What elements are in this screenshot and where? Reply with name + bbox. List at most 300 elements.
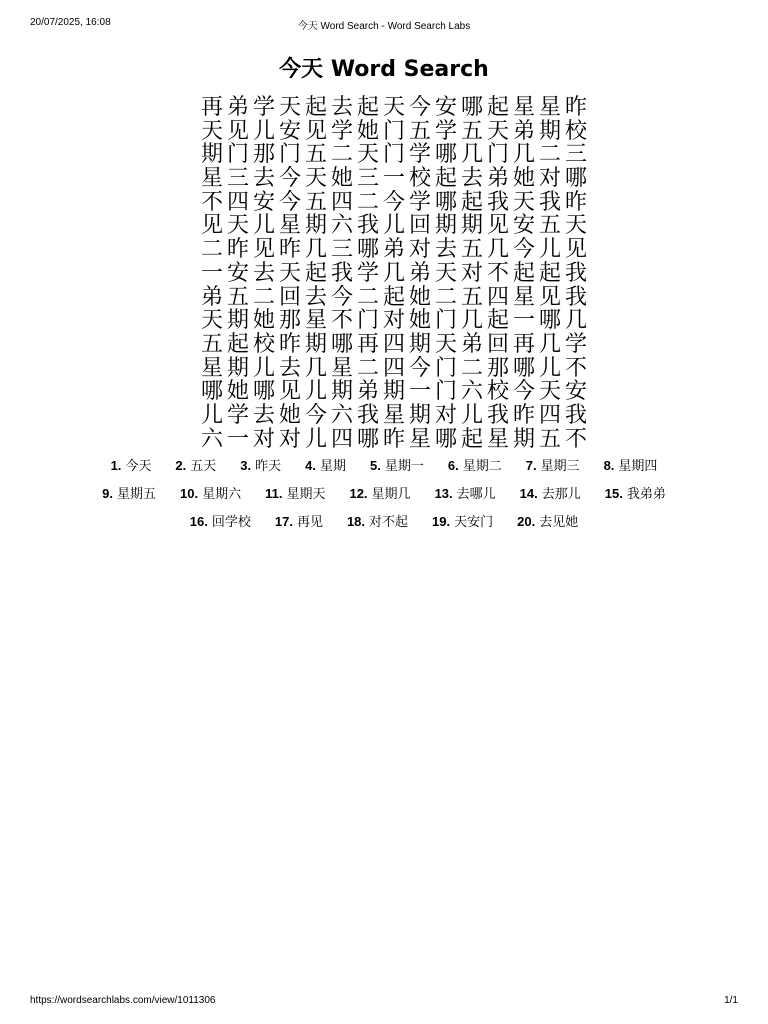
grid-cell: 期: [304, 331, 327, 357]
grid-row: [199, 262, 589, 286]
grid-cell: 三: [356, 166, 379, 192]
word-number: 10.: [180, 486, 199, 501]
grid-cell: 回: [278, 284, 301, 310]
grid-cell: 今: [512, 379, 535, 405]
grid-cell: 见: [252, 237, 275, 263]
grid-cell: 哪: [200, 379, 223, 405]
grid-cell: 儿: [538, 355, 561, 381]
grid-cell: 学: [434, 118, 457, 144]
grid-cell: 弟: [226, 95, 249, 120]
grid-cell: 今: [304, 402, 327, 428]
grid-row: [199, 96, 589, 120]
grid-cell: 校: [252, 331, 275, 357]
grid-cell: 儿: [252, 213, 275, 239]
grid-cell: 二: [356, 284, 379, 310]
grid-cell: 对: [278, 426, 301, 452]
word-list-item: [514, 455, 592, 483]
grid-cell: 天: [200, 308, 223, 334]
grid-cell: 那: [252, 142, 275, 168]
grid-cell: 哪: [434, 189, 457, 215]
grid-row: [199, 357, 589, 381]
grid-cell: 学: [330, 118, 353, 144]
grid-cell: 五: [460, 118, 483, 144]
grid-cell: 星: [330, 355, 353, 381]
grid-cell: 她: [356, 118, 379, 144]
grid-cell: 今: [512, 237, 535, 263]
word-list-item: [335, 511, 420, 539]
print-page-title: 今天 Word Search - Word Search Labs: [297, 21, 471, 32]
grid-cell: 回: [486, 331, 509, 357]
grid-cell: 门: [382, 118, 405, 144]
grid-cell: 对: [460, 260, 483, 286]
word-list-item: [337, 483, 422, 511]
grid-cell: 四: [486, 284, 509, 310]
grid-cell: 哪: [538, 308, 561, 334]
word-number: 3.: [240, 458, 252, 473]
word-text: 星期: [319, 459, 346, 474]
grid-cell: 天: [512, 189, 535, 215]
grid-cell: 我: [564, 260, 587, 286]
word-text: 去那儿: [541, 487, 581, 502]
grid-cell: 她: [408, 284, 431, 310]
grid-cell: 哪: [564, 166, 587, 192]
grid-cell: 弟: [382, 237, 405, 263]
grid-cell: 六: [330, 213, 353, 239]
grid-cell: 期: [460, 213, 483, 239]
grid-cell: 四: [330, 189, 353, 215]
grid-cell: 对: [538, 166, 561, 192]
word-list-item: [508, 483, 593, 511]
word-text: 回学校: [211, 515, 251, 530]
grid-cell: 学: [252, 95, 275, 120]
word-text: 再见: [296, 515, 323, 530]
grid-cell: 见: [564, 237, 587, 263]
grid-cell: 去: [252, 260, 275, 286]
word-list-item: [263, 511, 335, 539]
grid-cell: 弟: [200, 284, 223, 310]
grid-cell: 天: [304, 166, 327, 192]
grid-cell: 几: [564, 308, 587, 334]
word-text: 昨天: [255, 459, 282, 474]
grid-cell: 我: [330, 260, 353, 286]
grid-cell: 她: [226, 379, 249, 405]
grid-row: [199, 167, 589, 191]
word-number: 6.: [447, 458, 459, 473]
grid-cell: 星: [278, 213, 301, 239]
grid-cell: 起: [486, 95, 509, 120]
grid-cell: 儿: [538, 237, 561, 263]
word-number: 4.: [305, 458, 316, 473]
print-datetime: 20/07/2025, 16:08: [30, 17, 111, 28]
grid-cell: 期: [226, 308, 249, 334]
grid-cell: 几: [486, 237, 509, 263]
grid-row: [199, 380, 589, 404]
grid-cell: 去: [278, 355, 301, 381]
word-list-item: [163, 455, 228, 483]
word-list-item: [178, 511, 263, 539]
grid-cell: 儿: [460, 402, 483, 428]
grid-cell: 见: [304, 118, 327, 144]
word-list: [0, 455, 768, 539]
grid-cell: 三: [330, 237, 353, 263]
grid-cell: 起: [460, 189, 483, 215]
grid-cell: 五: [200, 331, 223, 357]
grid-cell: 我: [356, 213, 379, 239]
grid-cell: 起: [460, 426, 483, 452]
grid-cell: 弟: [486, 166, 509, 192]
grid-cell: 三: [226, 166, 249, 192]
word-text: 星期四: [618, 459, 658, 474]
grid-cell: 我: [486, 402, 509, 428]
grid-cell: 几: [382, 260, 405, 286]
grid-cell: 二: [356, 189, 379, 215]
grid-cell: 回: [408, 213, 431, 239]
grid-cell: 去: [330, 95, 353, 120]
grid-cell: 门: [434, 355, 457, 381]
grid-cell: 星: [382, 402, 405, 428]
word-text: 星期一: [384, 459, 424, 474]
grid-cell: 见: [278, 379, 301, 405]
word-text: 我弟弟: [626, 487, 666, 502]
word-number: 15.: [604, 486, 623, 501]
grid-cell: 哪: [356, 237, 379, 263]
grid-cell: 天: [538, 379, 561, 405]
word-text: 五天: [190, 459, 217, 474]
grid-cell: 哪: [434, 142, 457, 168]
grid-cell: 见: [538, 284, 561, 310]
grid-cell: 期: [408, 331, 431, 357]
grid-cell: 起: [356, 95, 379, 120]
grid-cell: 安: [226, 260, 249, 286]
grid-cell: 一: [408, 379, 431, 405]
grid-cell: 今: [278, 189, 301, 215]
grid-cell: 天: [486, 118, 509, 144]
grid-cell: 几: [460, 308, 483, 334]
grid-cell: 哪: [356, 426, 379, 452]
grid-cell: 期: [408, 402, 431, 428]
grid-cell: 安: [278, 118, 301, 144]
grid-cell: 起: [382, 284, 405, 310]
grid-cell: 我: [564, 402, 587, 428]
grid-cell: 期: [200, 142, 223, 168]
grid-cell: 哪: [460, 95, 483, 120]
grid-cell: 门: [226, 142, 249, 168]
grid-cell: 天: [278, 95, 301, 120]
word-number: 1.: [110, 458, 122, 473]
grid-cell: 不: [330, 308, 353, 334]
grid-cell: 二: [460, 355, 483, 381]
word-list-item: [505, 511, 590, 539]
word-list-item: [99, 455, 164, 483]
grid-cell: 起: [434, 166, 457, 192]
grid-cell: 期: [382, 379, 405, 405]
grid-row: [199, 238, 589, 262]
grid-cell: 安: [564, 379, 587, 405]
grid-cell: 五: [460, 284, 483, 310]
grid-cell: 期: [330, 379, 353, 405]
grid-cell: 哪: [252, 379, 275, 405]
grid-cell: 四: [382, 355, 405, 381]
word-list-item: [358, 455, 436, 483]
grid-cell: 天: [226, 213, 249, 239]
grid-cell: 再: [512, 331, 535, 357]
word-number: 7.: [525, 458, 537, 473]
grid-cell: 见: [486, 213, 509, 239]
grid-cell: 六: [460, 379, 483, 405]
grid-cell: 门: [434, 308, 457, 334]
grid-cell: 门: [278, 142, 301, 168]
grid-cell: 今: [278, 166, 301, 192]
word-text: 去哪儿: [456, 487, 496, 502]
grid-cell: 她: [252, 308, 275, 334]
grid-cell: 一: [512, 308, 535, 334]
grid-cell: 去: [434, 237, 457, 263]
word-text: 星期六: [202, 487, 242, 502]
word-text: 今天: [125, 459, 152, 474]
word-list-item: [293, 455, 358, 483]
grid-cell: 二: [434, 284, 457, 310]
grid-cell: 门: [356, 308, 379, 334]
word-list-item: [253, 483, 337, 511]
grid-cell: 起: [512, 260, 535, 286]
grid-row: [199, 428, 589, 452]
grid-cell: 星: [200, 355, 223, 381]
grid-cell: 星: [512, 284, 535, 310]
grid-cell: 期: [304, 213, 327, 239]
grid-cell: 四: [538, 402, 561, 428]
word-list-line: [0, 511, 768, 539]
grid-cell: 天: [434, 260, 457, 286]
grid-cell: 二: [252, 284, 275, 310]
grid-cell: 今: [330, 284, 353, 310]
grid-cell: 对: [382, 308, 405, 334]
grid-cell: 天: [564, 213, 587, 239]
grid-cell: 今: [408, 95, 431, 120]
word-number: 20.: [517, 514, 536, 529]
grid-cell: 儿: [252, 355, 275, 381]
grid-row: [199, 404, 589, 428]
grid-cell: 四: [226, 189, 249, 215]
grid-cell: 去: [252, 402, 275, 428]
grid-cell: 我: [356, 402, 379, 428]
word-text: 星期五: [116, 487, 156, 502]
grid-cell: 安: [512, 213, 535, 239]
word-list-item: [436, 455, 514, 483]
word-number: 17.: [274, 514, 293, 529]
grid-cell: 一: [200, 260, 223, 286]
grid-cell: 校: [408, 166, 431, 192]
grid-cell: 五: [304, 142, 327, 168]
grid-row: [199, 214, 589, 238]
grid-cell: 对: [252, 426, 275, 452]
grid-cell: 起: [538, 260, 561, 286]
grid-cell: 弟: [512, 118, 535, 144]
grid-cell: 期: [512, 426, 535, 452]
word-list-item: [90, 483, 168, 511]
grid-cell: 儿: [304, 379, 327, 405]
grid-cell: 星: [200, 166, 223, 192]
word-text: 去见她: [539, 515, 579, 530]
grid-cell: 去: [252, 166, 275, 192]
word-text: 对不起: [369, 515, 409, 530]
grid-cell: 期: [434, 213, 457, 239]
grid-cell: 不: [486, 260, 509, 286]
grid-cell: 今: [408, 355, 431, 381]
grid-cell: 她: [512, 166, 535, 192]
grid-cell: 不: [564, 426, 587, 452]
grid-cell: 天: [356, 142, 379, 168]
grid-cell: 昨: [512, 402, 535, 428]
grid-cell: 几: [538, 331, 561, 357]
grid-row: [199, 333, 589, 357]
grid-cell: 学: [408, 189, 431, 215]
grid-cell: 几: [304, 355, 327, 381]
grid-cell: 天: [200, 118, 223, 144]
grid-cell: 门: [486, 142, 509, 168]
grid-cell: 学: [408, 142, 431, 168]
grid-cell: 她: [278, 402, 301, 428]
grid-cell: 门: [434, 379, 457, 405]
grid-cell: 不: [564, 355, 587, 381]
grid-cell: 四: [330, 426, 353, 452]
word-list-item: [168, 483, 253, 511]
grid-cell: 弟: [460, 331, 483, 357]
grid-cell: 学: [564, 331, 587, 357]
grid-cell: 星: [408, 426, 431, 452]
grid-cell: 二: [538, 142, 561, 168]
grid-cell: 二: [200, 237, 223, 263]
word-list-line: [0, 455, 768, 483]
grid-cell: 哪: [512, 355, 535, 381]
grid-cell: 见: [200, 213, 223, 239]
grid-cell: 今: [382, 189, 405, 215]
grid-cell: 期: [538, 118, 561, 144]
grid-cell: 天: [278, 260, 301, 286]
grid-cell: 校: [564, 118, 587, 144]
grid-cell: 不: [200, 189, 223, 215]
grid-cell: 那: [486, 355, 509, 381]
word-number: 13.: [434, 486, 453, 501]
print-url: https://wordsearchlabs.com/view/1011306: [30, 995, 216, 1006]
grid-cell: 五: [226, 284, 249, 310]
grid-cell: 星: [512, 95, 535, 120]
grid-cell: 五: [538, 426, 561, 452]
grid-cell: 安: [252, 189, 275, 215]
grid-cell: 五: [408, 118, 431, 144]
grid-cell: 她: [330, 166, 353, 192]
grid-cell: 对: [434, 402, 457, 428]
word-text: 星期天: [286, 487, 326, 502]
word-number: 5.: [370, 458, 381, 473]
grid-cell: 三: [564, 142, 587, 168]
word-text: 天安门: [454, 515, 494, 530]
grid-cell: 见: [226, 118, 249, 144]
word-number: 11.: [265, 486, 283, 501]
grid-cell: 那: [278, 308, 301, 334]
word-list-item: [228, 455, 293, 483]
grid-cell: 起: [304, 260, 327, 286]
word-number: 8.: [603, 458, 615, 473]
grid-row: [199, 309, 589, 333]
grid-cell: 弟: [356, 379, 379, 405]
word-list-item: [420, 511, 505, 539]
word-list-item: [592, 455, 670, 483]
word-list-line: [0, 483, 768, 511]
word-number: 14.: [519, 486, 538, 501]
word-number: 2.: [175, 458, 187, 473]
grid-cell: 校: [486, 379, 509, 405]
grid-cell: 安: [434, 95, 457, 120]
grid-cell: 星: [304, 308, 327, 334]
grid-cell: 起: [486, 308, 509, 334]
word-number: 9.: [102, 486, 113, 501]
grid-cell: 她: [408, 308, 431, 334]
grid-cell: 一: [382, 166, 405, 192]
grid-cell: 昨: [382, 426, 405, 452]
print-page-count: 1/1: [724, 995, 738, 1006]
grid-cell: 再: [200, 95, 223, 120]
word-text: 星期几: [371, 487, 411, 502]
grid-cell: 我: [564, 284, 587, 310]
word-text: 星期三: [540, 459, 580, 474]
grid-cell: 门: [382, 142, 405, 168]
grid-cell: 我: [486, 189, 509, 215]
grid-cell: 儿: [252, 118, 275, 144]
grid-cell: 学: [226, 402, 249, 428]
grid-cell: 五: [304, 189, 327, 215]
grid-cell: 期: [226, 355, 249, 381]
grid-cell: 去: [460, 166, 483, 192]
word-list-item: [423, 483, 508, 511]
grid-cell: 五: [538, 213, 561, 239]
word-text: 星期二: [462, 459, 502, 474]
grid-cell: 六: [200, 426, 223, 452]
grid-cell: 五: [460, 237, 483, 263]
grid-cell: 星: [538, 95, 561, 120]
grid-cell: 儿: [200, 402, 223, 428]
grid-row: [199, 143, 589, 167]
grid-cell: 弟: [408, 260, 431, 286]
grid-cell: 一: [226, 426, 249, 452]
grid-cell: 儿: [382, 213, 405, 239]
grid-cell: 四: [382, 331, 405, 357]
grid-cell: 几: [512, 142, 535, 168]
grid-cell: 起: [304, 95, 327, 120]
grid-cell: 哪: [330, 331, 353, 357]
grid-cell: 二: [356, 355, 379, 381]
word-list-item: [593, 483, 678, 511]
grid-row: [199, 286, 589, 310]
grid-cell: 六: [330, 402, 353, 428]
grid-cell: 我: [538, 189, 561, 215]
puzzle-title: 今天 Word Search: [279, 57, 489, 82]
grid-cell: 儿: [304, 426, 327, 452]
grid-cell: 昨: [564, 189, 587, 215]
grid-cell: 天: [382, 95, 405, 120]
grid-row: [199, 120, 589, 144]
word-number: 18.: [346, 514, 366, 529]
grid-cell: 起: [226, 331, 249, 357]
grid-cell: 星: [486, 426, 509, 452]
grid-cell: 二: [330, 142, 353, 168]
grid-cell: 学: [356, 260, 379, 286]
grid-cell: 哪: [434, 426, 457, 452]
grid-cell: 天: [434, 331, 457, 357]
grid-cell: 去: [304, 284, 327, 310]
grid-cell: 几: [304, 237, 327, 263]
grid-cell: 昨: [278, 237, 301, 263]
grid-cell: 昨: [564, 95, 587, 120]
